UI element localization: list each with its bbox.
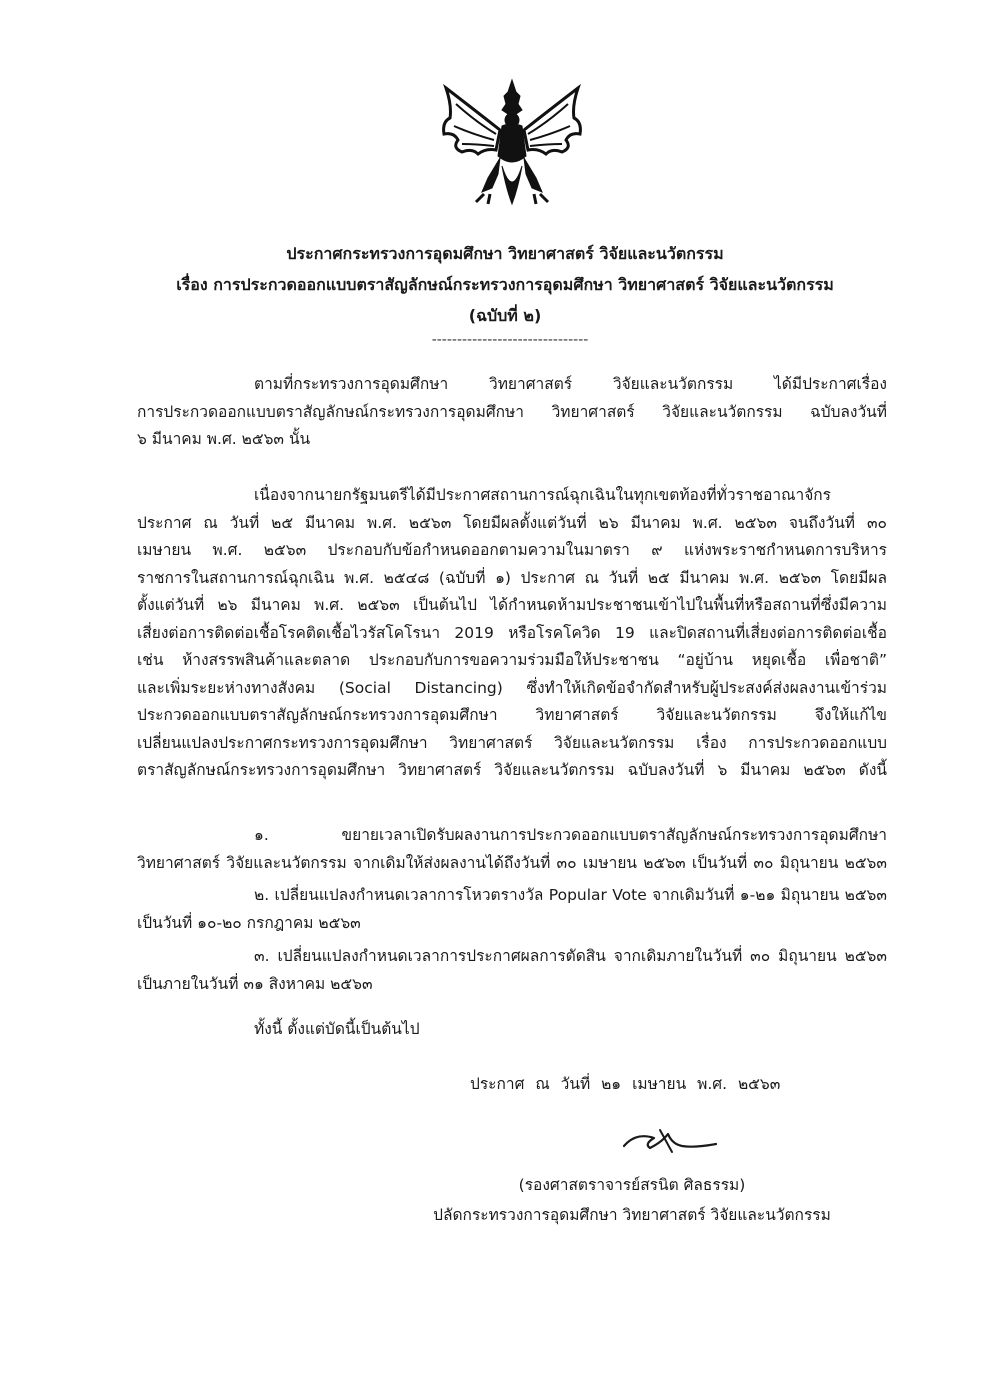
announcement-subject: เรื่อง การประกวดออกแบบตราสัญลักษณ์กระทรวงการอุดมศึกษา วิทยาศาสตร์ วิจัยและนวัตกรรม (176, 275, 834, 294)
text-line: ๒. เปลี่ยนแปลงกำหนดเวลาการโหวตรางวัล Popular Vote จากเดิมวันที่ ๑-๒๑ มิถุนายน ๒๕๖๓ (254, 886, 887, 904)
item-extend-submission (137, 822, 887, 877)
text-line: เสี่ยงต่อการติดต่อเชื้อโรคติดเชื้อไวรัสโคโรนา 2019 หรือโรคโควิด 19 และปิดสถานที่เสี่ยงต่อการติดต่อเชื้อ (137, 623, 887, 642)
text-line: เนื่องจากนายกรัฐมนตรีได้มีประกาศสถานการณ์ฉุกเฉินในทุกเขตท้องที่ทั่วราชอาณาจักร (254, 486, 832, 504)
text-line: วิทยาศาสตร์ วิจัยและนวัตกรรม จากเดิมให้ส่งผลงานได้ถึงวันที่ ๓๐ เมษายน ๒๕๖๓ เป็นวันที่ ๓๐ มิถุนายน ๒๕๖๓ (137, 853, 887, 872)
announcement-date: ประกาศ ณ วันที่ ๒๑ เมษายน พ.ศ. ๒๕๖๓ (470, 1075, 781, 1093)
announcement-title: ประกาศกระทรวงการอุดมศึกษา วิทยาศาสตร์ วิจัยและนวัตกรรม (286, 244, 724, 263)
closing-statement: ทั้งนี้ ตั้งแต่บัดนี้เป็นต้นไป (254, 1020, 420, 1038)
text-line: การประกวดออกแบบตราสัญลักษณ์กระทรวงการอุดมศึกษา วิทยาศาสตร์ วิจัยและนวัตกรรม ฉบับลงวันที่ (137, 402, 887, 421)
text-line: เมษายน พ.ศ. ๒๕๖๓ ประกอบกับข้อกำหนดออกตามความในมาตรา ๙ แห่งพระราชกำหนดการบริหาร (137, 541, 887, 559)
text-line: ๑. ขยายเวลาเปิดรับผลงานการประกวดออกแบบตราสัญลักษณ์กระทรวงการอุดมศึกษา (254, 826, 887, 844)
text-line: เป็นวันที่ ๑๐-๒๐ กรกฎาคม ๒๕๖๓ (137, 913, 361, 932)
handwritten-signature-icon (620, 1122, 720, 1158)
text-line: เช่น ห้างสรรพสินค้าและตลาด ประกอบกับการขอความร่วมมือให้ประชาชน “อยู่บ้าน หยุดเชื้อ เพื่อชาติ” (137, 651, 887, 669)
announcement-issue-number: (ฉบับที่ ๒) (468, 306, 542, 325)
text-line: ประกวดออกแบบตราสัญลักษณ์กระทรวงการอุดมศึกษา วิทยาศาสตร์ วิจัยและนวัตกรรม จึงให้แก้ไข (137, 706, 887, 724)
garuda-emblem-icon (432, 78, 592, 208)
text-line: และเพิ่มระยะห่างทางสังคม (Social Distancing) ซึ่งทำให้เกิดข้อจำกัดสำหรับผู้ประสงค์ส่งผลงานเข้าร่วม (137, 678, 887, 697)
text-line: ๓. เปลี่ยนแปลงกำหนดเวลาการประกาศผลการตัดสิน จากเดิมภายในวันที่ ๓๐ มิถุนายน ๒๕๖๓ (254, 947, 887, 965)
text-line: ๖ มีนาคม พ.ศ. ๒๕๖๓ นั้น (137, 430, 311, 448)
paragraph-background (137, 371, 887, 454)
item-result-announcement (137, 943, 887, 998)
item-popular-vote (137, 882, 887, 937)
paragraph-reason (137, 482, 887, 785)
text-line: ตราสัญลักษณ์กระทรวงการอุดมศึกษา วิทยาศาสตร์ วิจัยและนวัตกรรม ฉบับลงวันที่ ๖ มีนาคม ๒๕๖๓ ดังนี้ (137, 761, 887, 779)
text-line: ตามที่กระทรวงการอุดมศึกษา วิทยาศาสตร์ วิจัยและนวัตกรรม ได้มีประกาศเรื่อง (254, 375, 887, 393)
heading-divider: ------------------------------- (431, 332, 589, 348)
signer-title: ปลัดกระทรวงการอุดมศึกษา วิทยาศาสตร์ วิจัยและนวัตกรรม (433, 1206, 831, 1224)
text-line: เป็นภายในวันที่ ๓๑ สิงหาคม ๒๕๖๓ (137, 974, 373, 993)
text-line: เปลี่ยนแปลงประกาศกระทรวงการอุดมศึกษา วิทยาศาสตร์ วิจัยและนวัตกรรม เรื่อง การประกวดออกแบบ (137, 733, 887, 752)
text-line: ราชการในสถานการณ์ฉุกเฉิน พ.ศ. ๒๕๔๘ (ฉบับที่ ๑) ประกาศ ณ วันที่ ๒๕ มีนาคม พ.ศ. ๒๕๖๓ โดยมีผล (137, 568, 887, 587)
announcement-heading (120, 238, 890, 331)
text-line: ตั้งแต่วันที่ ๒๖ มีนาคม พ.ศ. ๒๕๖๓ เป็นต้นไป ได้กำหนดห้ามประชาชนเข้าไปในพื้นที่หรือสถานที่ซึ่งมีความ (137, 596, 887, 614)
text-line: ประกาศ ณ วันที่ ๒๕ มีนาคม พ.ศ. ๒๕๖๓ โดยมีผลตั้งแต่วันที่ ๒๖ มีนาคม พ.ศ. ๒๕๖๓ จนถึงวันที่ ๓๐ (137, 513, 887, 532)
signer-name: (รองศาสตราจารย์สรนิต ศิลธรรม) (518, 1176, 746, 1194)
